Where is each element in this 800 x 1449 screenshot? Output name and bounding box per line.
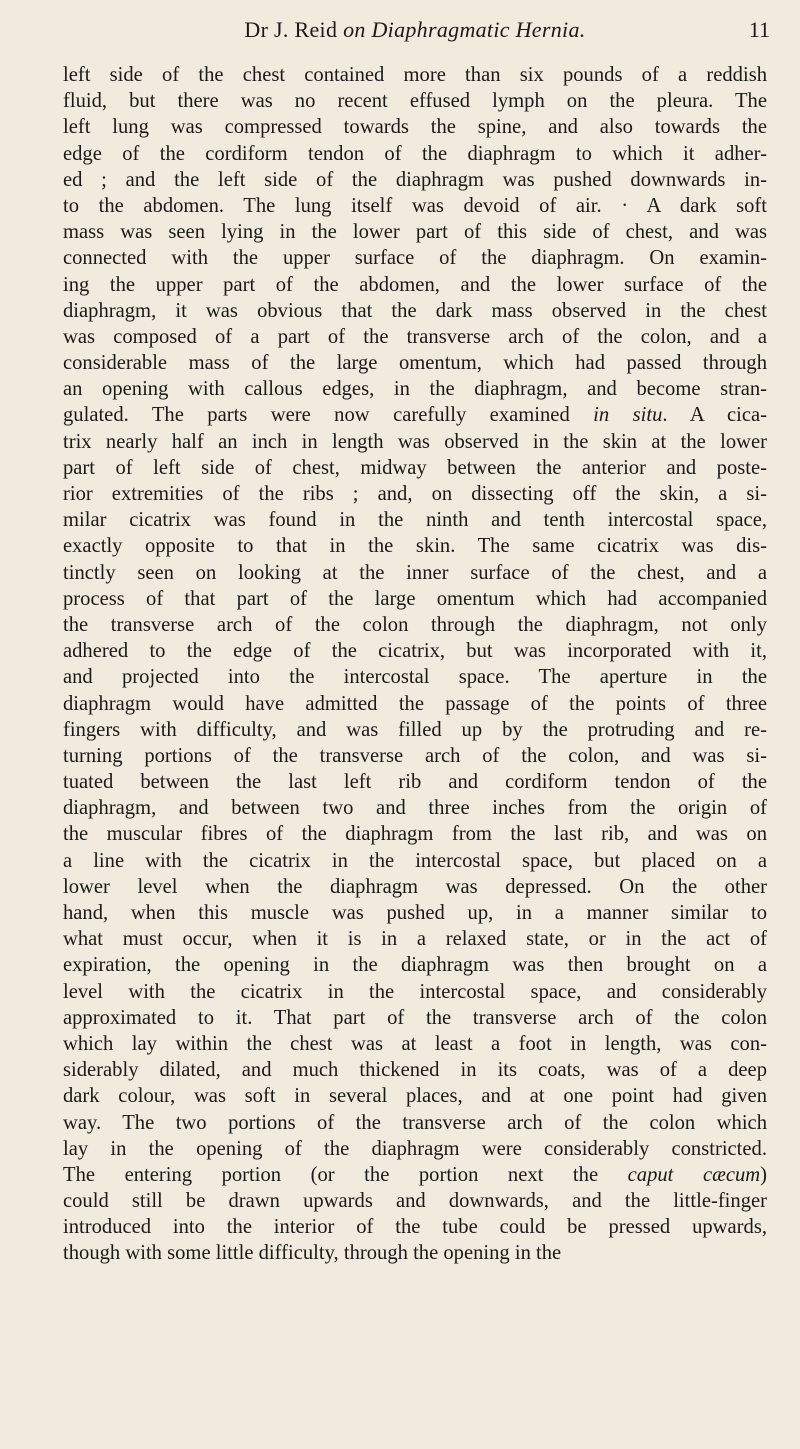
running-head xyxy=(60,10,770,50)
author-name: Dr J. Reid xyxy=(244,17,338,42)
text-line: way. The two portions of the transverse arch of the colon which xyxy=(63,1111,767,1134)
text-segment: The entering portion (or the portion next the xyxy=(63,1163,628,1186)
text-line: level with the cicatrix in the intercostal space, and considerably xyxy=(63,980,767,1003)
text-line: introduced into the interior of the tube could be pressed upwards, xyxy=(63,1216,767,1239)
text-line xyxy=(63,402,767,428)
text-line: turning portions of the transverse arch of the colon, and was si- xyxy=(63,744,767,767)
text-line: ed ; and the left side of the diaphragm was pushed downwards in- xyxy=(63,168,767,191)
text-line: part of left side of chest, midway between the anterior and poste- xyxy=(63,456,767,479)
body-paragraph xyxy=(63,62,767,1267)
text-line: what must occur, when it is in a relaxed state, or in the act of xyxy=(63,928,767,951)
text-line: fluid, but there was no recent effused lymph on the pleura. The xyxy=(63,90,767,113)
text-segment: . A cica- xyxy=(662,404,768,427)
text-line: adhered to the edge of the cicatrix, but was incorporated with it, xyxy=(63,640,767,663)
text-line: tuated between the last left rib and cordiform tendon of the xyxy=(63,771,767,794)
title-connector: on xyxy=(343,17,366,42)
text-line: dark colour, was soft in several places, and at one point had given xyxy=(63,1085,767,1108)
text-line: ing the upper part of the abdomen, and the lower surface of the xyxy=(63,273,767,296)
text-line: diaphragm, and between two and three inches from the origin of xyxy=(63,797,767,820)
text-line: tinctly seen on looking at the inner surface of the chest, and a xyxy=(63,561,767,584)
text-line: diaphragm, it was obvious that the dark mass observed in the chest xyxy=(63,299,767,322)
text-line: process of that part of the large omentum which had accompanied xyxy=(63,587,767,610)
text-segment: ) xyxy=(760,1163,767,1186)
text-line: though with some little difficulty, through the opening in the xyxy=(63,1242,562,1265)
page-number: 11 xyxy=(748,17,770,42)
text-line: left side of the chest contained more than six pounds of a reddish xyxy=(63,64,767,86)
text-line: considerable mass of the large omentum, which had passed through xyxy=(63,352,767,375)
text-line: fingers with difficulty, and was filled up by the protruding and re- xyxy=(63,718,767,741)
text-line: a line with the cicatrix in the intercostal space, but placed on a xyxy=(63,849,767,872)
text-line: an opening with callous edges, in the diaphragm, and become stran- xyxy=(63,378,767,401)
text-line: rior extremities of the ribs ; and, on dissecting off the skin, a si- xyxy=(63,483,767,505)
text-line: the transverse arch of the colon through the diaphragm, not only xyxy=(63,613,767,636)
text-line: milar cicatrix was found in the ninth and tenth intercostal space, xyxy=(63,509,767,532)
text-line: exactly opposite to that in the skin. The same cicatrix was dis- xyxy=(63,535,767,558)
text-line: the muscular fibres of the diaphragm from the last rib, and was on xyxy=(63,823,767,846)
article-title: Diaphragmatic Hernia. xyxy=(371,17,586,42)
text-line: hand, when this muscle was pushed up, in a manner similar to xyxy=(63,902,767,924)
text-line: to the abdomen. The lung itself was devoid of air. · A dark soft xyxy=(63,194,767,217)
text-line: approximated to it. That part of the transverse arch of the colon xyxy=(63,1006,767,1029)
running-title xyxy=(60,10,770,50)
text-line: left lung was compressed towards the spine, and also towards the xyxy=(63,116,767,139)
text-line: edge of the cordiform tendon of the diaphragm to which it adher- xyxy=(63,142,767,165)
text-line: connected with the upper surface of the diaphragm. On examin- xyxy=(63,247,767,270)
text-line: expiration, the opening in the diaphragm was then brought on a xyxy=(63,954,767,977)
text-line: siderably dilated, and much thickened in its coats, was of a deep xyxy=(63,1059,767,1082)
in-situ-italic: in situ xyxy=(593,404,663,427)
text-segment: gulated. The parts were now carefully examined xyxy=(63,404,594,427)
text-line: lay in the opening of the diaphragm were considerably constricted. xyxy=(63,1137,767,1160)
text-line: was composed of a part of the transverse arch of the colon, and a xyxy=(63,325,767,348)
text-line: which lay within the chest was at least a foot in length, was con- xyxy=(63,1032,767,1055)
caput-caecum-italic: caput cæcum xyxy=(627,1163,761,1186)
text-line: lower level when the diaphragm was depressed. On the other xyxy=(63,875,767,898)
text-line: trix nearly half an inch in length was observed in the skin at the lower xyxy=(63,430,767,453)
text-line: diaphragm would have admitted the passage of the points of three xyxy=(63,692,767,715)
text-line: and projected into the intercostal space. The aperture in the xyxy=(63,666,767,689)
text-line: could still be drawn upwards and downwards, and the little-finger xyxy=(63,1190,767,1213)
text-line xyxy=(63,1162,767,1188)
text-line: mass was seen lying in the lower part of this side of chest, and was xyxy=(63,221,767,244)
